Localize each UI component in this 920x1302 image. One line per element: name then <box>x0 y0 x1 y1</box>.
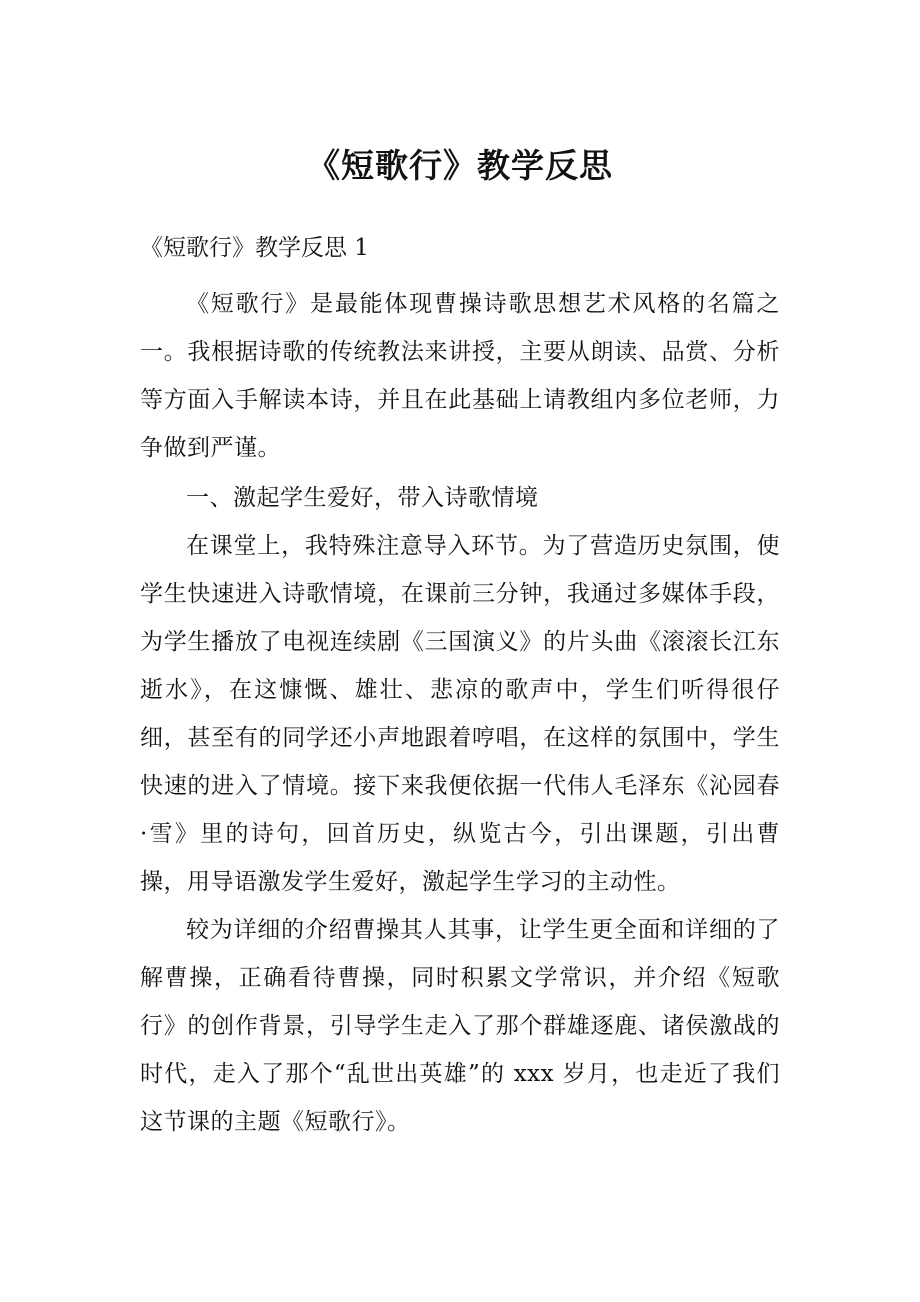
document-subtitle: 《短歌行》教学反思 1 <box>140 235 369 261</box>
paragraph-caocao: 较为详细的介绍曹操其人其事，让学生更全面和详细的了解曹操，正确看待曹操，同时积累文学常识，并介绍《短歌行》的创作背景，引导学生走入了那个群雄逐鹿、诸侯激战的时代，走入了那个“乱世出英雄”的 xxx 岁月，也走近了我们这节课的主题《短歌行》。 <box>140 917 780 1135</box>
document-title: 《短歌行》教学反思 <box>307 146 613 185</box>
document-body <box>140 280 780 1146</box>
paragraph-intro: 《短歌行》是最能体现曹操诗歌思想艺术风格的名篇之一。我根据诗歌的传统教法来讲授，主要从朗读、品赏、分析等方面入手解读本诗，并且在此基础上请教组内多位老师，力争做到严谨。 <box>140 291 780 461</box>
section-heading: 一、激起学生爱好，带入诗歌情境 <box>186 485 539 511</box>
paragraph-classroom: 在课堂上，我特殊注意导入环节。为了营造历史氛围，使学生快速进入诗歌情境，在课前三分钟，我通过多媒体手段，为学生播放了电视连续剧《三国演义》的片头曲《滚滚长江东逝水》，在这慷慨、雄壮、悲凉的歌声中，学生们听得很仔细，甚至有的同学还小声地跟着哼唱，在这样的氛围中，学生快速的进入了情境。接下来我便依据一代伟人毛泽东《沁园春·雪》里的诗句，回首历史，纵览古今，引出课题，引出曹操，用导语激发学生爱好，激起学生学习的主动性。 <box>140 533 780 895</box>
